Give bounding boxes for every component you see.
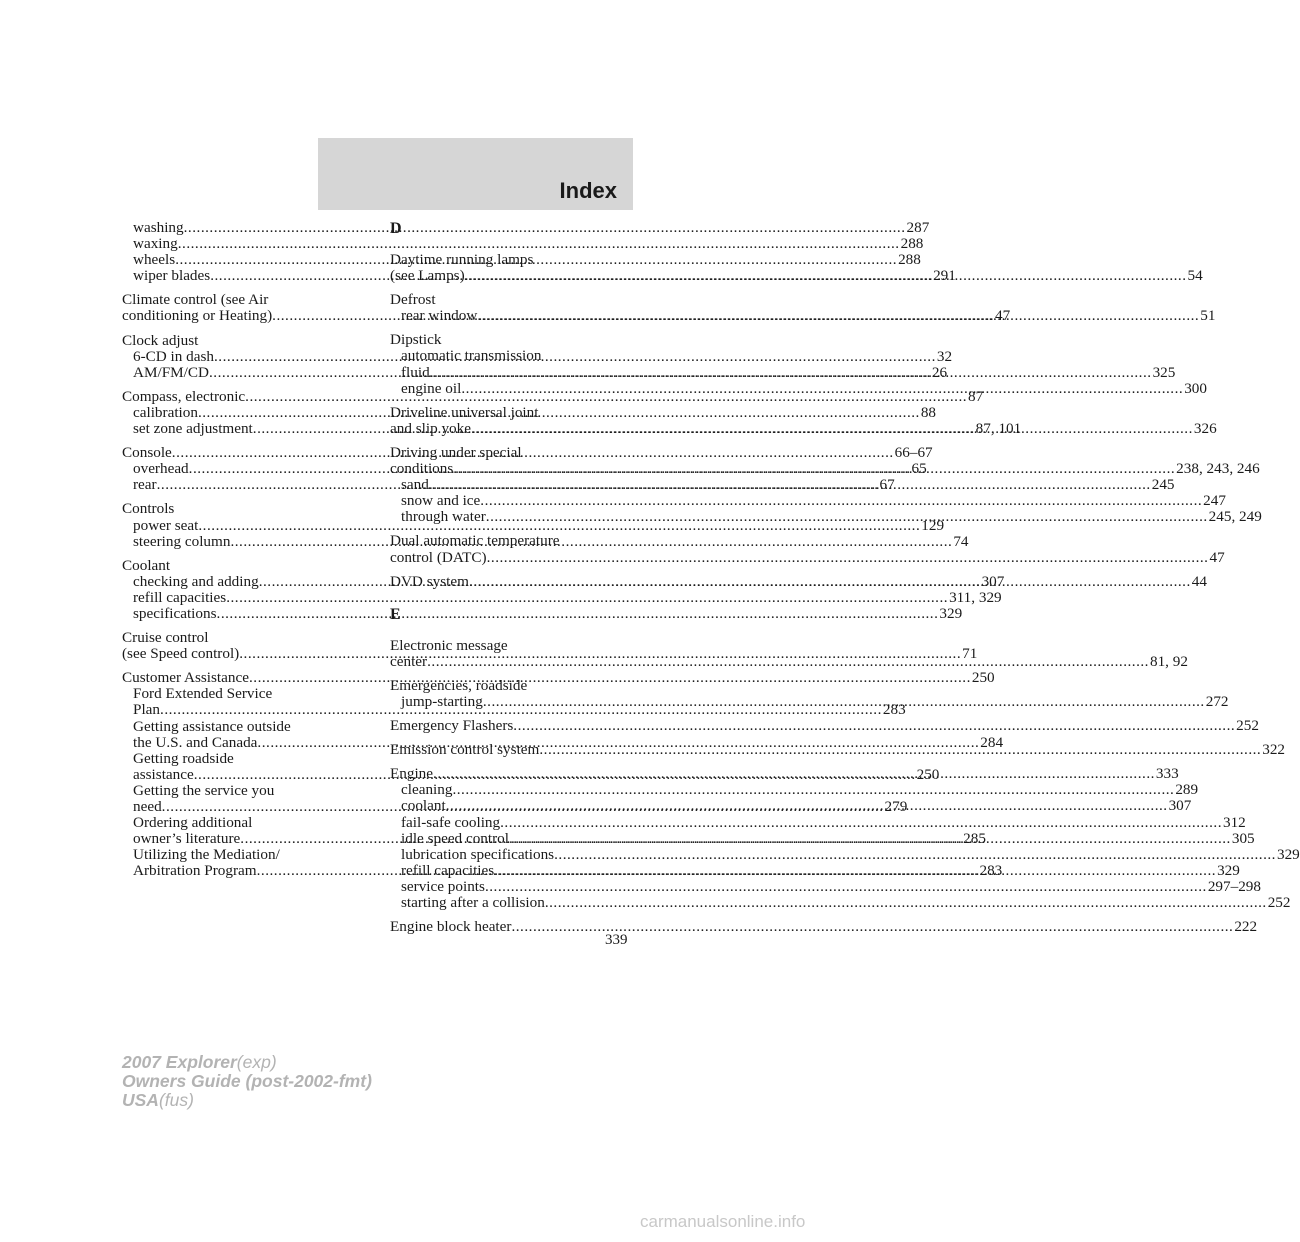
- dot-leader: [545, 894, 1267, 911]
- dot-leader: [509, 830, 1231, 847]
- dot-leader: [430, 364, 1152, 381]
- entry-page: 305: [1231, 829, 1255, 847]
- entry-page: 88: [920, 403, 937, 421]
- entry-text: through water: [401, 508, 486, 526]
- entry-text: Plan: [133, 701, 161, 719]
- entry-text: refill capacities: [401, 861, 495, 879]
- entry-text: Compass, electronic: [122, 387, 246, 405]
- entry-page: 312: [1222, 813, 1246, 831]
- entry-page: 44: [1191, 572, 1207, 590]
- page-number: 339: [605, 932, 628, 948]
- entry-text: conditions: [390, 460, 454, 478]
- index-entry: [122, 588, 1002, 606]
- entry-text: Driving under special: [390, 443, 522, 461]
- dot-leader: [554, 846, 1276, 863]
- entry-page: 300: [1184, 379, 1207, 397]
- entry-page: 329: [1276, 845, 1300, 863]
- footer-model-code: (exp): [236, 1052, 277, 1072]
- entry-text: need: [133, 798, 162, 815]
- entry-text: (see Lamps): [390, 267, 465, 285]
- entry-page: 283: [979, 862, 1003, 880]
- entry-text: AM/FM/CD: [133, 363, 209, 381]
- entry-text: Customer Assistance: [122, 669, 249, 687]
- entry-text: and slip yoke: [390, 419, 471, 437]
- entry-text: Getting the service you: [133, 781, 275, 799]
- index-entry: [122, 333, 362, 349]
- entry-text: specifications: [133, 604, 217, 622]
- entry-page: 47: [995, 307, 1011, 325]
- entry-text: Cruise control: [122, 629, 209, 647]
- index-entry: [122, 815, 362, 831]
- entry-page: 288: [900, 235, 924, 253]
- entry-page: 129: [921, 516, 945, 534]
- entry-text: (see Speed control): [122, 645, 240, 663]
- entry-page: 283: [882, 701, 906, 719]
- entry-page: 250: [916, 765, 940, 783]
- entry-page: 67: [879, 476, 895, 494]
- entry-text: lubrication specifications: [401, 845, 555, 863]
- entry-text: fluid: [401, 363, 430, 381]
- entry-text: Controls: [122, 500, 175, 518]
- dot-leader: [461, 380, 1183, 397]
- section-letter: D: [390, 220, 402, 237]
- entry-text: snow and ice: [401, 492, 481, 510]
- entry-page: 307: [981, 572, 1005, 590]
- entry-text: Arbitration Program: [133, 862, 257, 880]
- entry-text: engine oil: [401, 379, 462, 397]
- page-title: Index: [559, 178, 617, 203]
- entry-text: rear window: [401, 307, 478, 325]
- entry-page: 47: [1209, 548, 1225, 566]
- footer-model: 2007 Explorer: [122, 1052, 237, 1072]
- entry-page: 245, 249: [1208, 508, 1262, 526]
- entry-text: control (DATC): [390, 548, 487, 566]
- index-entry: [390, 877, 1261, 895]
- index-entry: [122, 501, 362, 517]
- entry-text: Engine: [390, 765, 434, 783]
- entry-text: refill capacities: [133, 588, 227, 606]
- entry-text: Driveline universal joint: [390, 403, 539, 421]
- dot-leader: [465, 267, 1187, 284]
- entry-page: 322: [1262, 741, 1285, 759]
- entry-text: Dipstick: [390, 331, 442, 349]
- footer-market-code: (fus): [158, 1090, 194, 1110]
- entry-page: 222: [1234, 918, 1258, 936]
- entry-text: automatic transmission: [401, 347, 542, 365]
- entry-text: steering column: [133, 532, 231, 550]
- entry-text: Ordering additional: [133, 814, 253, 832]
- dot-leader: [471, 420, 1193, 437]
- entry-page: 66–67: [894, 444, 933, 462]
- entry-text: power seat: [133, 516, 199, 534]
- entry-text: the U.S. and Canada: [133, 733, 258, 751]
- entry-text: Dual automatic temperature: [390, 532, 560, 550]
- watermark: carmanualsonline.info: [640, 1212, 806, 1231]
- entry-page: 54: [1187, 267, 1203, 285]
- entry-text: overhead: [133, 460, 189, 478]
- entry-text: jump-starting: [401, 692, 483, 710]
- entry-text: rear: [133, 476, 157, 494]
- entry-page: 297–298: [1207, 877, 1261, 895]
- index-entry: [122, 751, 362, 767]
- entry-page: 288: [898, 251, 921, 269]
- dot-leader: [477, 307, 1199, 324]
- entry-page: 333: [1155, 765, 1179, 783]
- index-entry: [390, 548, 1225, 566]
- entry-page: 329: [939, 604, 963, 622]
- index-entry: [390, 845, 1300, 863]
- dot-leader: [446, 797, 1168, 814]
- entry-text: sand: [401, 476, 429, 494]
- index-entry: [122, 847, 362, 863]
- index-entry: [122, 604, 963, 622]
- entry-text: Getting roadside: [133, 749, 234, 767]
- entry-page: 272: [1205, 692, 1229, 710]
- entry-page: 26: [931, 363, 948, 381]
- entry-text: Ford Extended Service: [133, 685, 273, 703]
- entry-page: 250: [971, 669, 995, 687]
- entry-text: assistance: [133, 765, 194, 783]
- index-entry: [122, 783, 362, 799]
- index-entry: [390, 638, 630, 654]
- dot-leader: [486, 508, 1208, 525]
- entry-text: Coolant: [122, 556, 171, 574]
- dot-leader: [480, 492, 1202, 509]
- entry-page: 51: [1200, 307, 1216, 325]
- entry-text: owner’s literature: [133, 830, 241, 848]
- entry-text: DVD system: [390, 572, 469, 590]
- index-entry: [390, 445, 630, 461]
- entry-text: Getting assistance outside: [133, 717, 291, 735]
- dot-leader: [494, 862, 1216, 879]
- entry-text: Console: [122, 444, 172, 462]
- entry-page: 311, 329: [949, 588, 1002, 606]
- entry-page: 291: [933, 267, 956, 285]
- index-entry: [390, 405, 630, 421]
- index-entry: [390, 533, 630, 549]
- entry-text: Emergency Flashers: [390, 717, 514, 735]
- entry-text: set zone adjustment: [133, 420, 253, 438]
- entry-text: Clock adjust: [122, 331, 199, 349]
- footer-market: USA: [122, 1090, 159, 1110]
- index-entry: [390, 292, 630, 308]
- index-entry: [390, 717, 1259, 735]
- entry-text: idle speed control: [401, 829, 509, 847]
- dot-leader: [500, 814, 1222, 831]
- entry-page: 285: [963, 830, 986, 848]
- entry-text: starting after a collision: [401, 894, 545, 911]
- dot-leader: [452, 781, 1174, 798]
- section-letter: E: [390, 605, 401, 623]
- entry-page: 238, 243, 246: [1176, 460, 1260, 478]
- footer-guide: Owners Guide (post-2002-fmt): [122, 1071, 372, 1091]
- entry-page: 32: [936, 347, 953, 365]
- entry-text: checking and adding: [133, 572, 259, 590]
- entry-text: washing: [133, 219, 184, 236]
- entry-page: 307: [1168, 797, 1192, 815]
- entry-text: Daytime running lamps: [390, 251, 534, 268]
- entry-page: 65: [911, 460, 927, 478]
- dot-leader: [485, 878, 1207, 895]
- dot-leader: [453, 460, 1175, 477]
- entry-text: Electronic message: [390, 636, 508, 654]
- entry-text: fail-safe cooling: [401, 813, 501, 831]
- index-entry: [390, 332, 630, 348]
- index-entry: [390, 492, 1226, 510]
- entry-page: 71: [962, 645, 978, 663]
- dot-leader: [427, 653, 1149, 670]
- index-entry: [122, 292, 362, 308]
- entry-text: 6-CD in dash: [133, 347, 214, 365]
- index-entry: [390, 918, 1258, 936]
- entry-page: 329: [1217, 861, 1240, 879]
- entry-text: conditioning or Heating): [122, 307, 273, 325]
- entry-page: 74: [953, 532, 969, 550]
- dot-leader: [483, 693, 1205, 710]
- index-entry: [122, 630, 362, 646]
- entry-page: 326: [1193, 419, 1217, 437]
- index-entry: [390, 348, 630, 364]
- entry-text: Climate control (see Air: [122, 291, 269, 309]
- dot-leader: [469, 573, 1191, 590]
- entry-page: 87: [968, 387, 984, 405]
- index-entry: [390, 813, 1246, 831]
- entry-text: wheels: [133, 251, 176, 269]
- entry-page: 284: [980, 733, 1004, 751]
- index-entry: [390, 894, 1291, 911]
- dot-leader: [513, 717, 1235, 734]
- index-entry: [390, 678, 630, 694]
- document-footer: [122, 1053, 372, 1110]
- dot-leader: [433, 765, 1155, 782]
- entry-page: 279: [884, 798, 908, 815]
- entry-text: service points: [401, 877, 485, 895]
- index-entry: [390, 781, 1199, 799]
- index-entry: [122, 719, 362, 735]
- entry-page: 252: [1236, 717, 1259, 735]
- dot-leader: [429, 476, 1151, 493]
- entry-page: 247: [1203, 492, 1226, 510]
- index-entry: [390, 252, 630, 268]
- entry-text: coolant: [401, 797, 446, 815]
- entry-page: 287: [906, 219, 930, 236]
- index-entry: [122, 219, 930, 236]
- entry-text: Utilizing the Mediation/: [133, 846, 280, 864]
- entry-page: 325: [1152, 363, 1176, 381]
- index-entry: [122, 235, 924, 253]
- dot-leader: [487, 549, 1209, 566]
- entry-page: 81, 92: [1149, 652, 1188, 670]
- entry-text: waxing: [133, 235, 178, 253]
- index-entry: [122, 558, 362, 574]
- entry-page: 245: [1151, 476, 1175, 494]
- entry-text: cleaning: [401, 781, 453, 799]
- entry-text: Emission control system: [390, 741, 540, 759]
- entry-text: Emergencies, roadside: [390, 676, 528, 694]
- entry-text: Engine block heater: [390, 918, 512, 936]
- entry-text: Defrost: [390, 291, 436, 309]
- entry-page: 87, 101: [975, 420, 1022, 438]
- entry-text: calibration: [133, 403, 198, 421]
- header-bar: [318, 138, 633, 210]
- dot-leader: [539, 741, 1261, 758]
- entry-page: 252: [1267, 894, 1291, 911]
- entry-text: wiper blades: [133, 267, 211, 285]
- entry-text: center: [390, 652, 428, 670]
- index-entry: [122, 686, 362, 702]
- entry-page: 289: [1175, 781, 1199, 799]
